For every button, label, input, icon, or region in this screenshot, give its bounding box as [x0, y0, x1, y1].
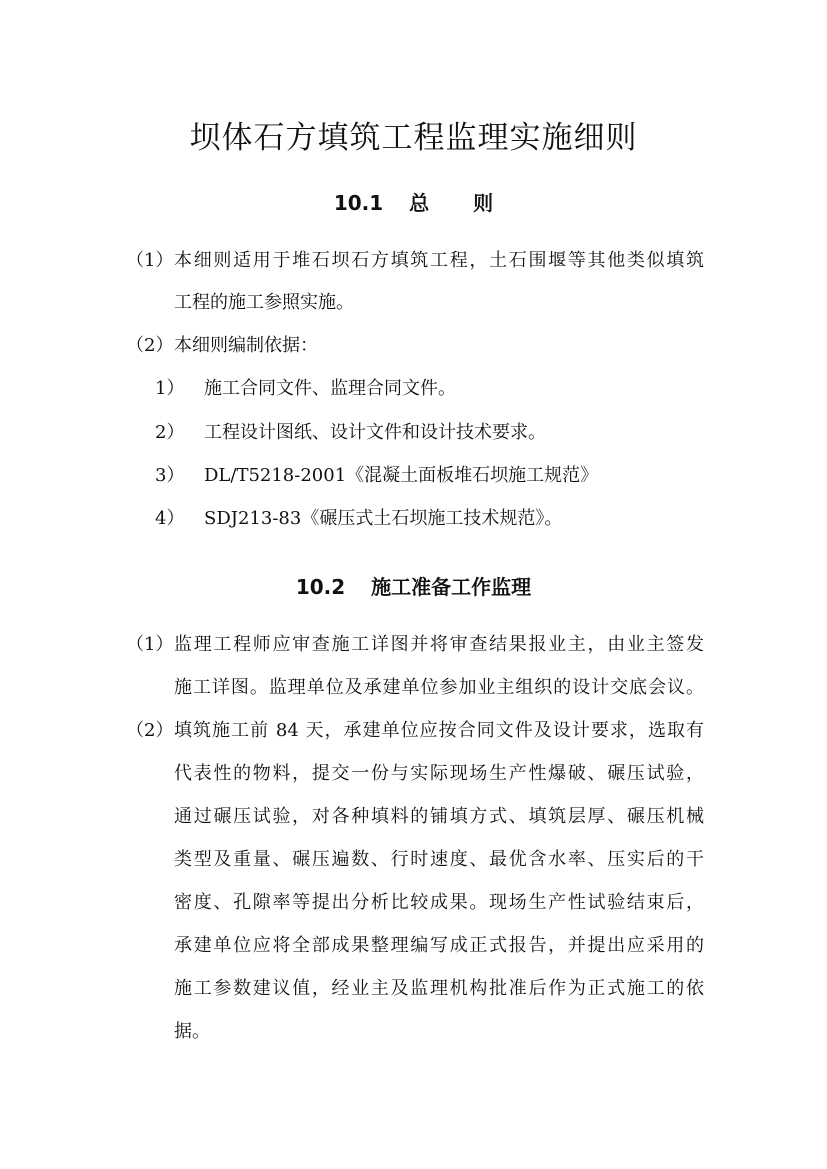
paragraph-text: 监理工程师应审查施工详图并将审查结果报业主，由业主签发 — [174, 634, 704, 655]
list-item-marker: 4） — [155, 508, 185, 529]
paragraph-text: 本细则编制依据： — [174, 335, 318, 356]
section-heading-10-2 — [0, 571, 827, 600]
paragraph-text: 承建单位应将全部成果整理编写成正式报告，并提出应采用的 — [174, 935, 704, 956]
list-item-marker: 2） — [155, 422, 185, 443]
paragraph-marker: （1） — [126, 250, 174, 271]
paragraph-text: 密度、孔隙率等提出分析比较成果。现场生产性试验结束后， — [174, 892, 704, 913]
paragraph-text: 施工参数建议值，经业主及监理机构批准后作为正式施工的依 — [174, 978, 704, 999]
paragraph-text: 代表性的物料，提交一份与实际现场生产性爆破、碾压试验， — [174, 763, 704, 784]
paragraph-text: 类型及重量、碾压遍数、行时速度、最优含水率、压实后的干 — [174, 849, 704, 870]
paragraph-text: 施工详图。监理单位及承建单位参加业主组织的设计交底会议。 — [174, 677, 704, 698]
section-heading-char: 则 — [473, 191, 494, 215]
section-number: 10.1 — [333, 191, 384, 215]
paragraph-text: 据。 — [174, 1021, 210, 1042]
section-heading-10-1 — [0, 187, 827, 216]
paragraph-marker: （1） — [126, 634, 174, 655]
list-item-marker: 3） — [155, 465, 185, 486]
section-number: 10.2 — [295, 575, 346, 599]
section-heading-text: 施工准备工作监理 — [371, 575, 532, 599]
paragraph-text: 通过碾压试验，对各种填料的铺填方式、填筑层厚、碾压机械 — [174, 806, 704, 827]
document-title: 坝体石方填筑工程监理实施细则 — [189, 120, 638, 156]
list-item-text: 施工合同文件、监理合同文件。 — [204, 378, 456, 399]
paragraph-text: 填筑施工前 84 天，承建单位应按合同文件及设计要求，选取有 — [174, 720, 704, 741]
paragraph-marker: （2） — [126, 335, 174, 356]
paragraph-text: 工程的施工参照实施。 — [174, 292, 354, 313]
list-item-text: 工程设计图纸、设计文件和设计技术要求。 — [204, 422, 546, 443]
list-item-text: SDJ213-83《碾压式土石坝施工技术规范》。 — [204, 508, 563, 529]
list-item-text: DL/T5218-2001《混凝土面板堆石坝施工规范》 — [204, 465, 599, 486]
paragraph-text: 本细则适用于堆石坝石方填筑工程，土石围堰等其他类似填筑 — [174, 250, 704, 271]
section-heading-char: 总 — [409, 191, 430, 215]
list-item-marker: 1） — [155, 378, 185, 399]
paragraph-marker: （2） — [126, 720, 174, 741]
